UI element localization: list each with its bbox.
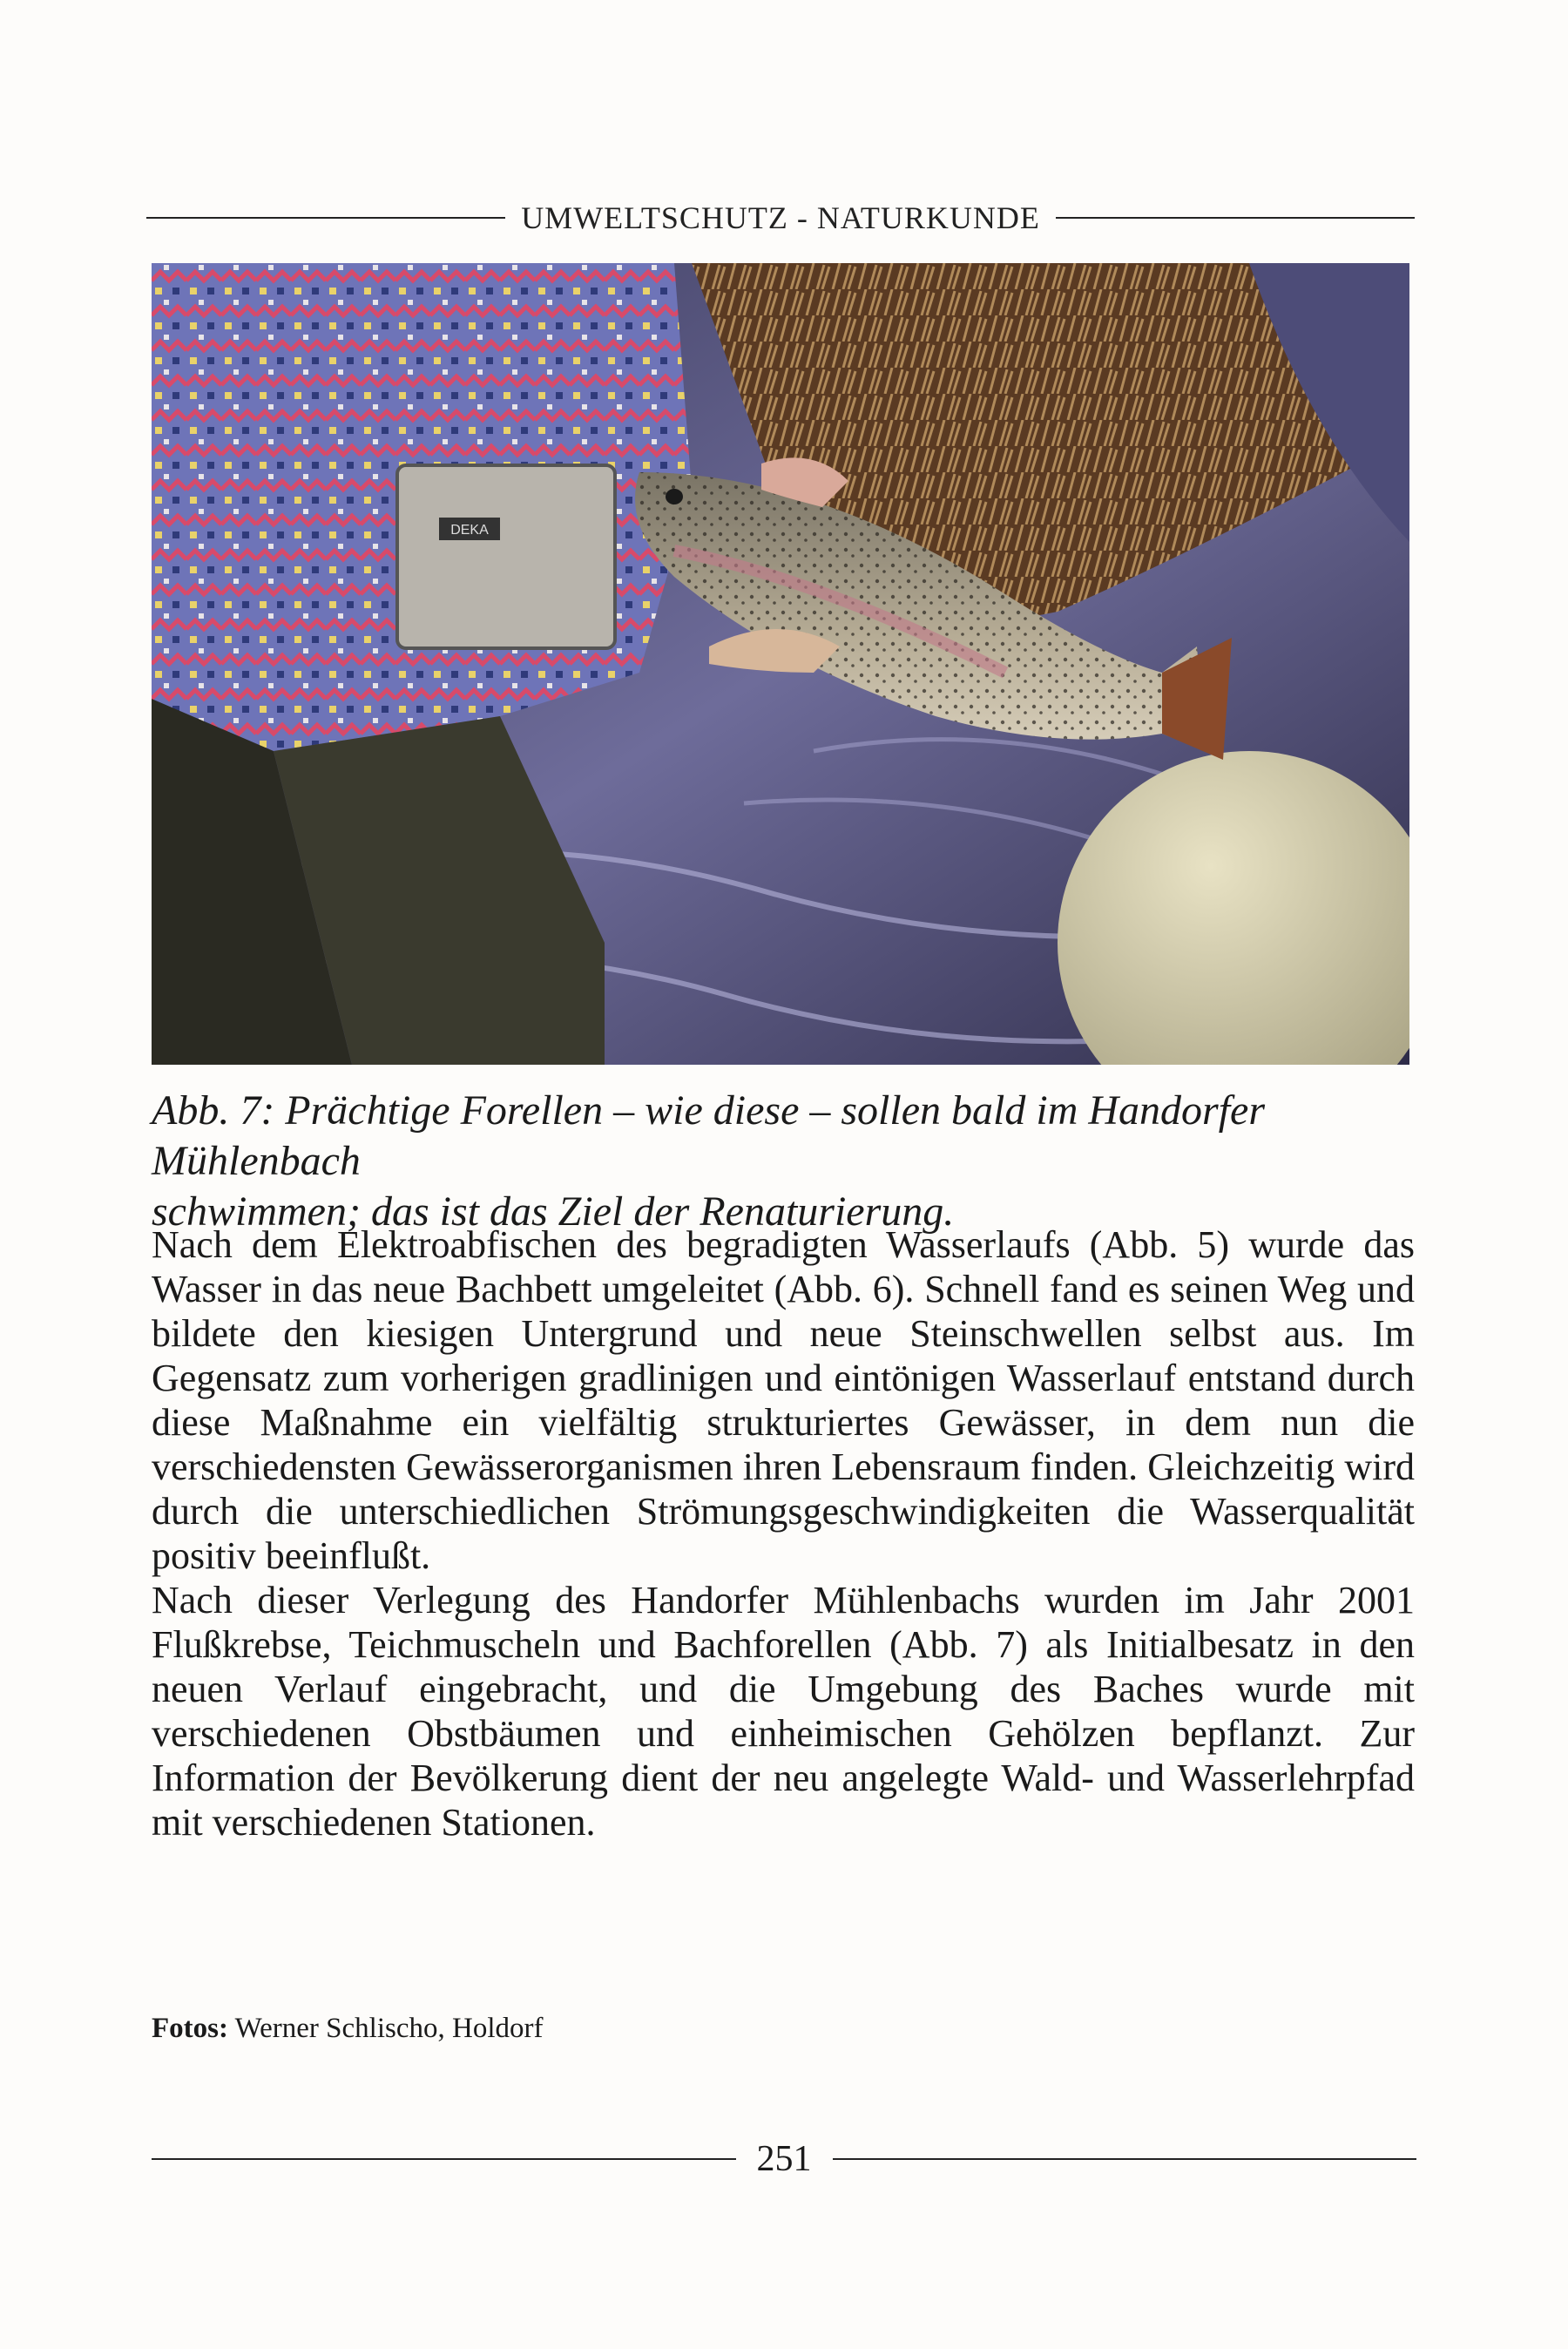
running-header [146, 199, 1415, 237]
section-title: UMWELTSCHUTZ - NATURKUNDE [521, 200, 1040, 235]
credit-value: Werner Schlischo, Holdorf [234, 2013, 544, 2044]
device-label: DEKA [450, 523, 489, 538]
page-footer [152, 2135, 1416, 2183]
trout-photo [152, 263, 1409, 1065]
credit-label: Fotos: [152, 2013, 228, 2044]
article-body [152, 1222, 1415, 1845]
page-number: 251 [756, 2139, 812, 2179]
caption-line-2: schwimmen; das ist das Ziel der Renaturierung. [152, 1188, 955, 1235]
header-rule-left [146, 217, 505, 219]
photo-credit [152, 2013, 543, 2045]
paragraph-1: Nach dem Elektroabfischen des begradigten Wasserlaufs (Abb. 5) wurde das Wasser in das neue Bachbett umgeleitet (Abb. 6). Schnell fand es seinen Weg und bildete den kiesigen Untergrund und neue Steinschwellen selbst aus. Im Gegensatz zum vorherigen gradlinigen und eintönigen Wasserlauf entstand durch diese Maßnahme ein vielfältig strukturiertes Gewässer, in dem nun die verschiedensten Gewässerorganismen ihren Lebensraum finden. Gleichzeitig wird durch die unterschiedlichen Strömungsgeschwindigkeiten die Wasserqualität positiv beeinflußt. [152, 1223, 1415, 1577]
caption-line-1: Abb. 7: Prächtige Forellen – wie diese – sollen bald im Handorfer Mühlenbach [152, 1087, 1266, 1184]
footer-rule-left [152, 2158, 736, 2160]
footer-rule-right [833, 2158, 1417, 2160]
header-rule-right [1056, 217, 1415, 219]
paragraph-2: Nach dieser Verlegung des Handorfer Mühlenbachs wurden im Jahr 2001 Flußkrebse, Teichmuscheln und Bachforellen (Abb. 7) als Initialbesatz in den neuen Verlauf eingebracht, und die Umgebung des Baches wurde mit verschiedenen Obstbäumen und einheimischen Gehölzen bepflanzt. Zur Information der Bevölkerung dient der neu angelegte Wald- und Wasserlehrpfad mit verschiedenen Stationen. [152, 1579, 1415, 1844]
figure-caption [152, 1086, 1415, 1237]
